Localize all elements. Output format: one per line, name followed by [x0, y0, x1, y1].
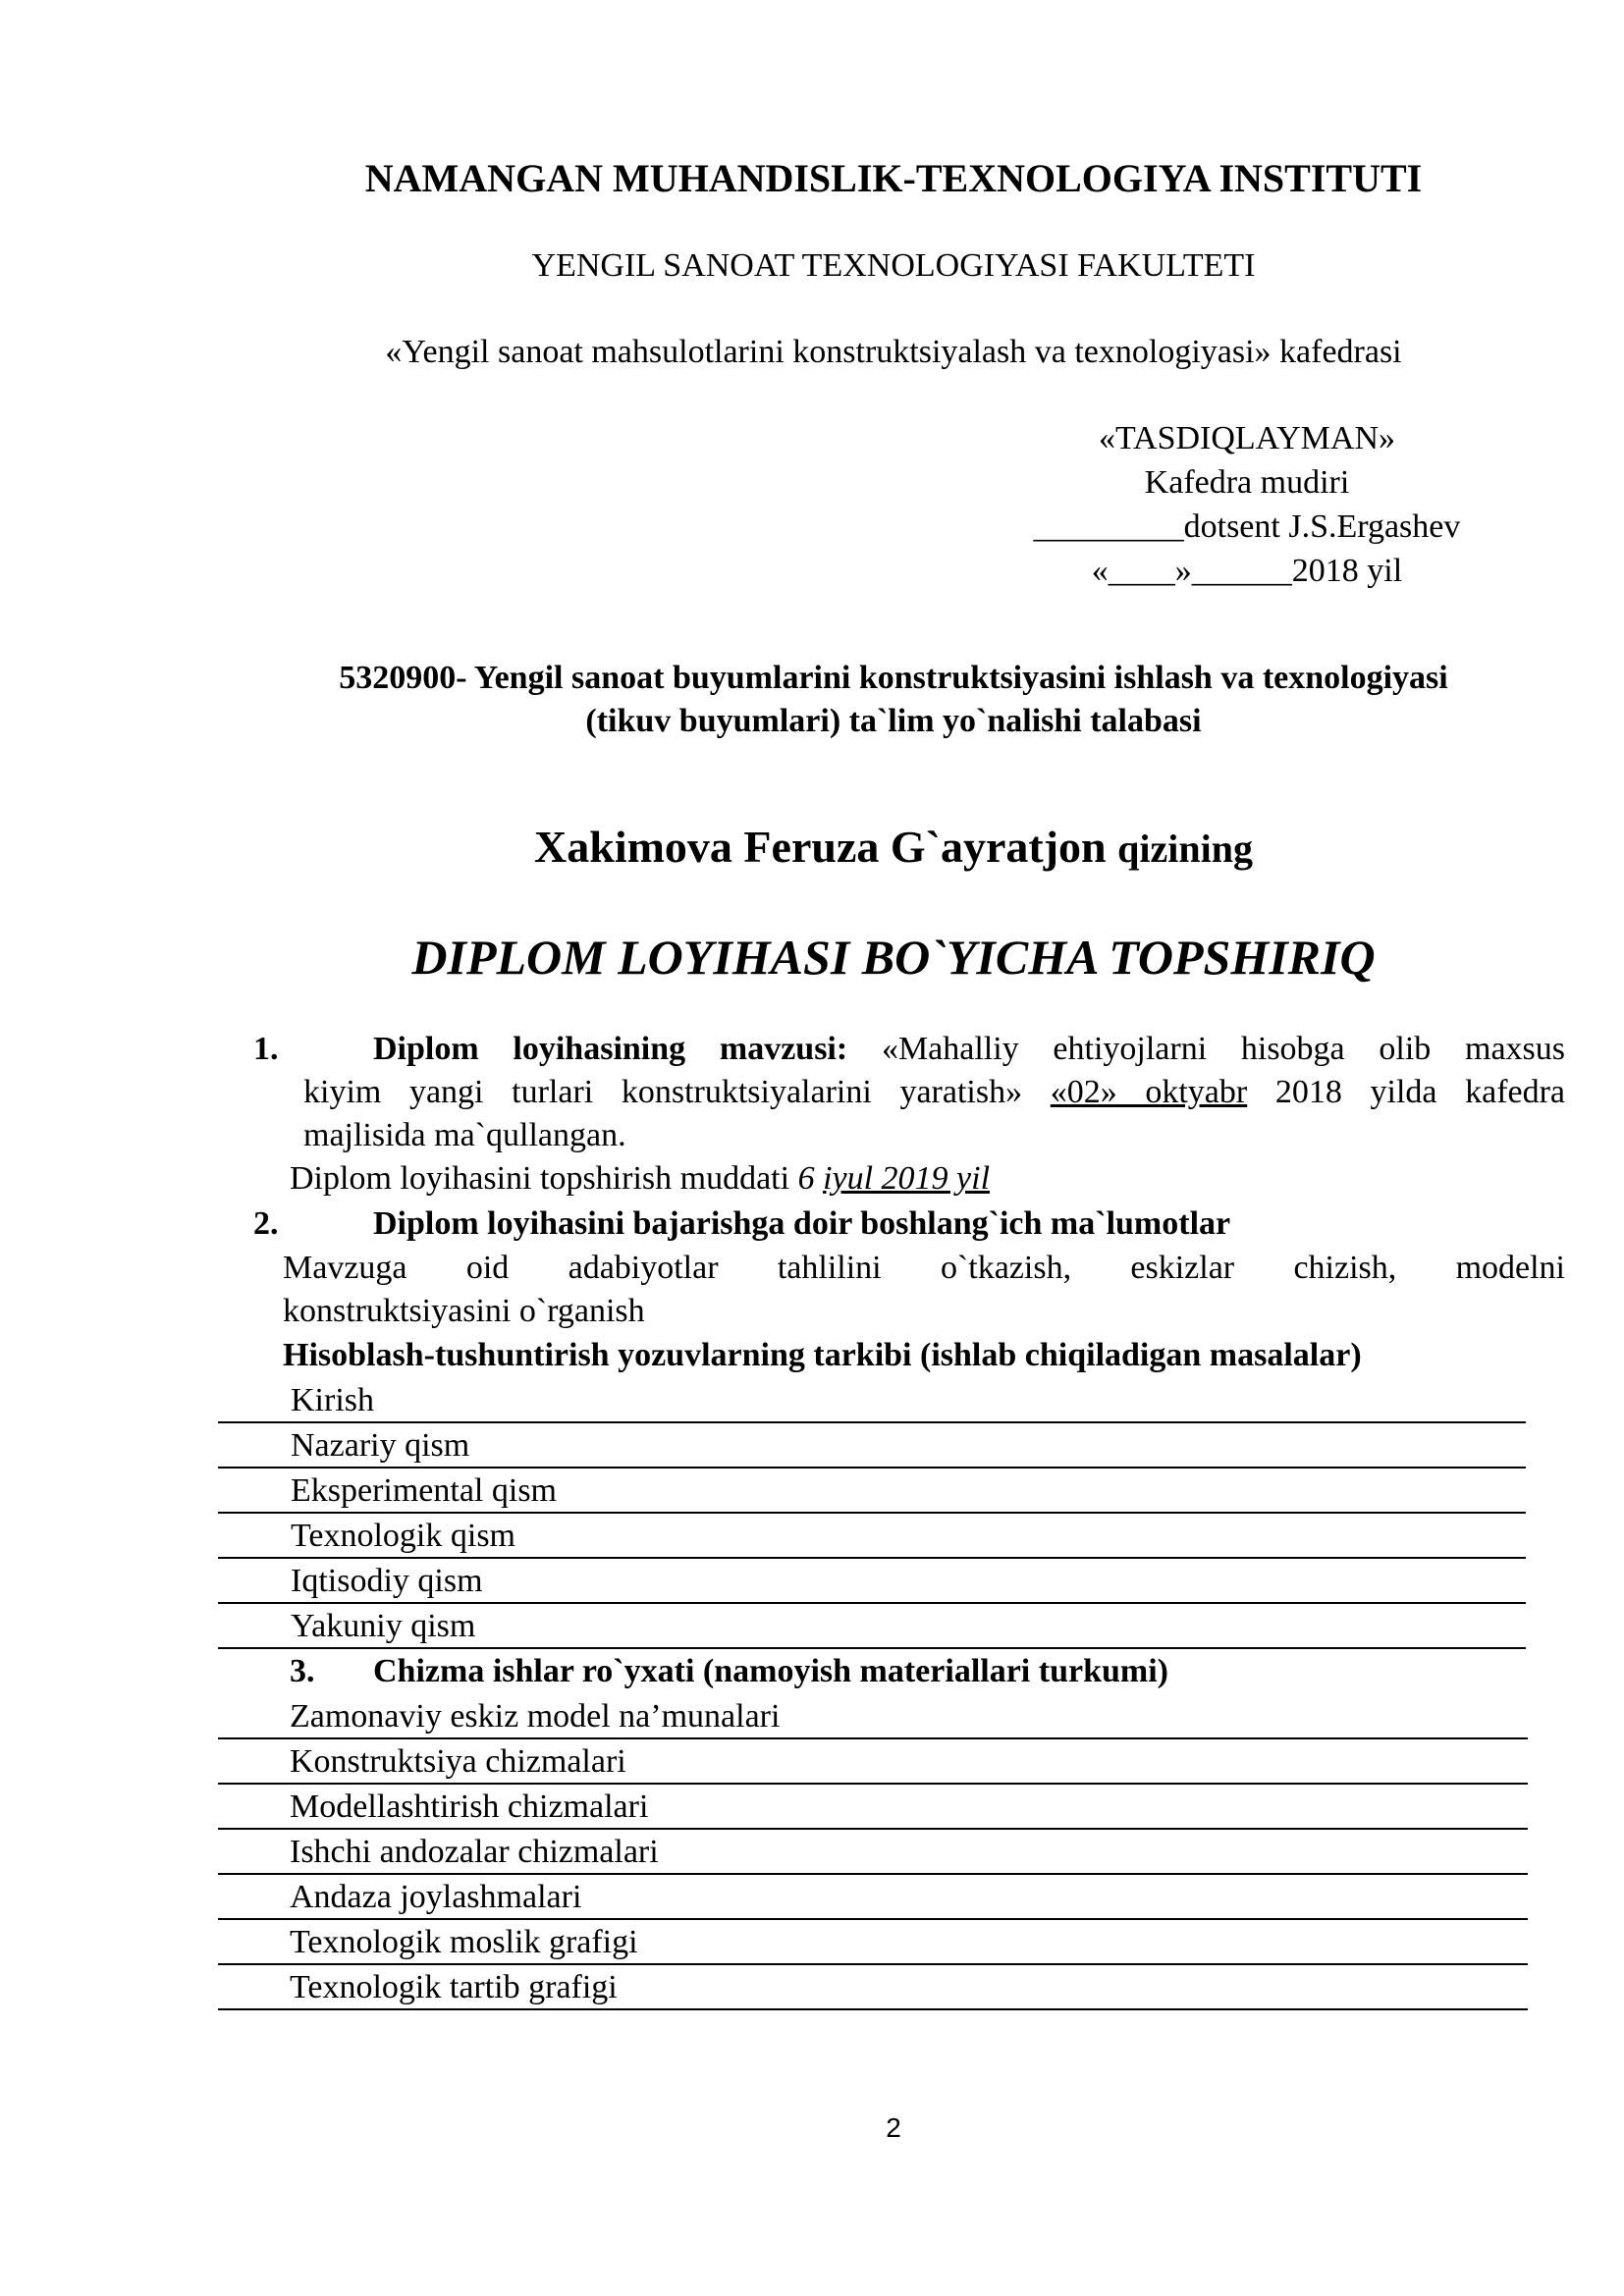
drawing-item: Texnologik moslik grafigi — [218, 1920, 1528, 1965]
section-2-text-line-1: Mavzuga oid adabiyotlar tahlilini o`tkazish, eskizlar chizish, modelni — [283, 1250, 1565, 1286]
deadline-label: Diplom loyihasini topshirish muddati — [290, 1160, 790, 1197]
department-name: «Yengil sanoat mahsulotlarini konstruktsiyalash va texnologiyasi» kafedrasi — [385, 334, 1402, 370]
section-1-approval-year: 2018 yilda kafedra — [1274, 1074, 1566, 1110]
section-1-label: Diplom loyihasining mavzusi: — [373, 1031, 848, 1067]
section-3-number: 3. — [290, 1653, 315, 1689]
deadline-date: iyul 2019 yil — [823, 1160, 991, 1197]
composition-item: Kirish — [218, 1378, 1526, 1423]
composition-item: Texnologik qism — [218, 1514, 1526, 1559]
student-name: Xakimova Feruza G`ayratjon — [534, 822, 1107, 872]
composition-item: Nazariy qism — [218, 1423, 1526, 1468]
section-2-text-line-2: konstruktsiyasini o`rganish — [283, 1293, 645, 1329]
section-1-topic-end: kiyim yangi turlari konstruktsiyalarini yaratish» — [303, 1074, 1023, 1110]
specialty-line-2: (tikuv buyumlari) ta`lim yo`nalishi talabasi — [585, 703, 1202, 739]
deadline-day: 6 — [797, 1160, 815, 1197]
approval-title: «TASDIQLAYMAN» — [1098, 420, 1396, 456]
section-1-line-2 — [303, 1074, 1565, 1111]
section-2-label: Diplom loyihasini bajarishga doir boshlang`ich ma`lumotlar — [373, 1205, 1231, 1242]
drawing-item: Ishchi andozalar chizmalari — [218, 1830, 1528, 1875]
task-title: DIPLOM LOYIHASI BO`YICHA TOPSHIRIQ — [411, 930, 1376, 985]
approval-date: «____»______2018 yil — [1091, 553, 1403, 589]
drawing-item: Konstruktsiya chizmalari — [218, 1739, 1528, 1785]
faculty-name: YENGIL SANOAT TEXNOLOGIYASI FAKULTETI — [531, 247, 1256, 284]
composition-item: Eksperimental qism — [218, 1468, 1526, 1514]
student-name-heading — [0, 821, 1624, 873]
section-3-label: Chizma ishlar ro`yxati (namoyish materiallari turkumi) — [373, 1653, 1168, 1689]
specialty-line-1: 5320900- Yengil sanoat buyumlarini konstruktsiyasini ishlash va texnologiyasi — [339, 660, 1448, 696]
composition-item: Yakuniy qism — [218, 1604, 1526, 1649]
drawing-item: Texnologik tartib grafigi — [218, 1965, 1528, 2010]
section-1-approval-date: «02» oktyabr — [1050, 1074, 1248, 1110]
composition-item: Iqtisodiy qism — [218, 1559, 1526, 1604]
section-1-line-3: majlisida ma`qullangan. — [303, 1117, 626, 1153]
drawing-item: Modellashtirish chizmalari — [218, 1785, 1528, 1830]
page-number: 2 — [886, 2112, 901, 2143]
approval-signatory: _________dotsent J.S.Ergashev — [1033, 508, 1461, 545]
approval-position: Kafedra mudiri — [1144, 464, 1350, 501]
section-1-deadline — [290, 1160, 990, 1198]
section-2-number: 2. — [253, 1205, 279, 1242]
institute-name: NAMANGAN MUHANDISLIK-TEXNOLOGIYA INSTITUTI — [364, 156, 1423, 200]
drawing-item: Zamonaviy eskiz model na’munalari — [218, 1694, 1528, 1739]
section-1-number: 1. — [253, 1031, 279, 1067]
composition-label: Hisoblash-tushuntirish yozuvlarning tarkibi (ishlab chiqiladigan masalalar) — [283, 1337, 1362, 1373]
drawing-item: Andaza joylashmalari — [218, 1875, 1528, 1920]
section-1-line-1 — [373, 1031, 1565, 1068]
student-name-suffix: qizining — [1117, 827, 1253, 871]
section-1-topic-start: «Mahalliy ehtiyojlarni hisobga olib maxsus — [881, 1031, 1565, 1067]
